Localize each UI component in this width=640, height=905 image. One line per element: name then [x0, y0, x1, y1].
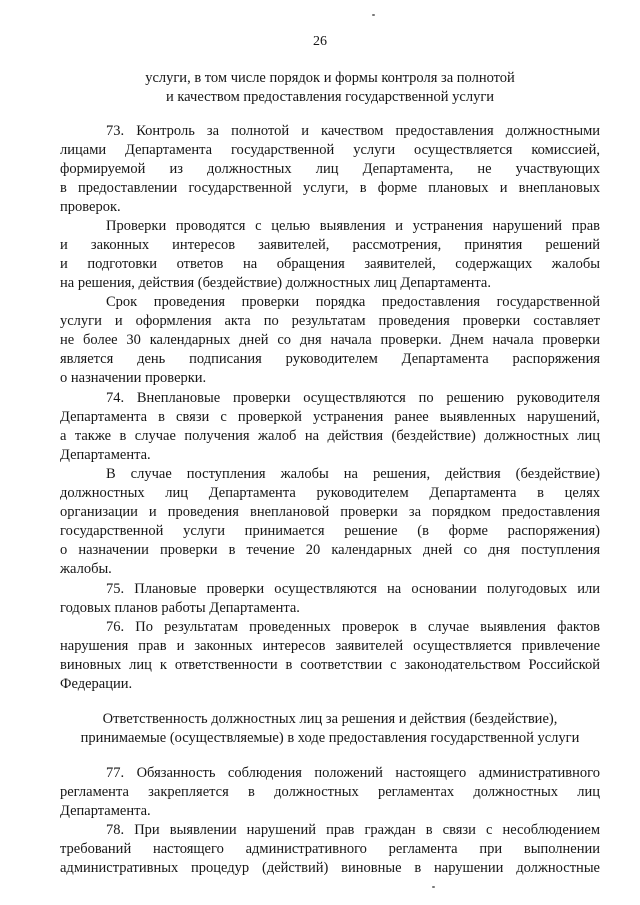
text-line: Департамента.	[60, 803, 151, 819]
text-line: Срок проведения проверки порядка предоставления государственной	[106, 294, 600, 310]
text-line: лицами Департамента государственной услуги осуществляется комиссией,	[60, 142, 600, 158]
text-line: 75. Плановые проверки осуществляются на основании полугодовых или	[106, 581, 600, 597]
heading-line: принимаемые (осуществляемые) в ходе предоставления государственной услуги	[80, 730, 580, 746]
section-heading-continued	[60, 69, 600, 107]
section-heading-responsibility	[60, 710, 600, 748]
heading-line: услуги, в том числе порядок и формы контроля за полнотой	[145, 70, 515, 86]
text-line: о назначении проверки.	[60, 370, 207, 386]
text-line: 77. Обязанность соблюдения положений настоящего административного	[106, 765, 600, 781]
text-line: регламента закрепляется в должностных регламентах должностных лиц	[60, 784, 600, 800]
text-line: формируемой из должностных лиц Департамента, не участвующих	[60, 161, 600, 177]
text-line: государственной услуги принимается решение (в форме распоряжения)	[60, 523, 600, 539]
scan-speck	[372, 14, 375, 16]
text-line: в предоставлении государственной услуги, в форме плановых и внеплановых	[60, 180, 600, 196]
text-line: В случае поступления жалобы на решения, действия (бездействие)	[106, 466, 600, 482]
text-line: административных процедур (действий) виновные в нарушении должностные	[60, 860, 600, 876]
text-line: 73. Контроль за полнотой и качеством предоставления должностными	[106, 123, 600, 139]
text-line: должностных лиц Департамента руководителем Департамента в целях	[60, 485, 600, 501]
text-line: проверок.	[60, 199, 121, 215]
text-line: нарушения прав и законных интересов заявителей осуществляется привлечение	[60, 638, 600, 654]
text-line: 74. Внеплановые проверки осуществляются по решению руководителя	[106, 390, 600, 406]
text-line: о назначении проверки в течение 20 календарных дней со дня поступления	[60, 542, 600, 558]
text-line: виновных лиц к ответственности в соответствии с законодательством Российской	[60, 657, 600, 673]
text-line: услуги и оформления акта по результатам проведения проверки составляет	[60, 313, 600, 329]
heading-line: и качеством предоставления государственной услуги	[165, 89, 495, 105]
text-line: 78. При выявлении нарушений прав граждан в связи с несоблюдением	[106, 822, 600, 838]
text-line: а также в случае получения жалоб на действия (бездействие) должностных лиц	[60, 428, 600, 444]
heading-line: Ответственность должностных лиц за решения и действия (бездействие),	[102, 711, 558, 727]
text-line: не более 30 календарных дней со дня начала проверки. Днем начала проверки	[60, 332, 600, 348]
text-line: Проверки проводятся с целью выявления и устранения нарушений прав	[106, 218, 600, 234]
scan-speck	[432, 886, 435, 888]
text-line: жалобы.	[60, 561, 112, 577]
text-line: является день подписания руководителем Департамента распоряжения	[60, 351, 600, 367]
text-line: 76. По результатам проведенных проверок в случае выявления фактов	[106, 619, 600, 635]
text-line: и подготовки ответов на обращения заявителей, содержащих жалобы	[60, 256, 600, 272]
text-line: на решения, действия (бездействие) должностных лиц Департамента.	[60, 275, 491, 291]
text-line: и законных интересов заявителей, рассмотрения, принятия решений	[60, 237, 600, 253]
page-number: 26	[313, 34, 327, 49]
text-line: организации и проведения внеплановой проверки за порядком предоставления	[60, 504, 600, 520]
text-line: Департамента.	[60, 447, 151, 463]
text-line: годовых планов работы Департамента.	[60, 600, 300, 616]
text-line: Департамента в связи с проверкой устранения ранее выявленных нарушений,	[60, 409, 600, 425]
text-line: Федерации.	[60, 676, 133, 692]
text-line: требований настоящего административного регламента при выполнении	[60, 841, 600, 857]
